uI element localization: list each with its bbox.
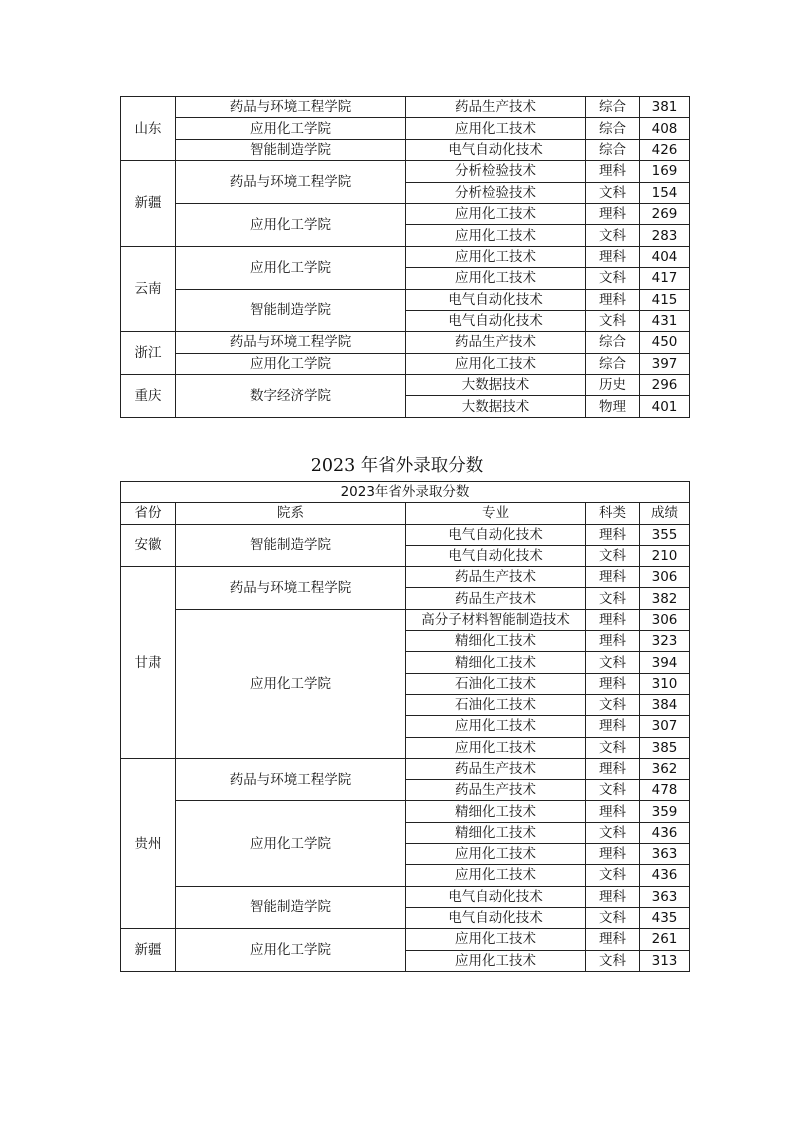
- major-cell: 应用化工技术: [406, 353, 586, 374]
- college-cell: 应用化工学院: [176, 929, 406, 972]
- table-row: [121, 524, 690, 545]
- college-cell: 应用化工学院: [176, 801, 406, 886]
- college-cell: 智能制造学院: [176, 139, 406, 160]
- table-row: [121, 118, 690, 139]
- major-cell: 应用化工技术: [406, 246, 586, 267]
- major-cell: 石油化工技术: [406, 673, 586, 694]
- major-cell: 精细化工技术: [406, 652, 586, 673]
- province-cell: 贵州: [121, 758, 176, 928]
- section-title: 2023 年省外录取分数: [310, 456, 484, 476]
- college-cell: 药品与环境工程学院: [176, 161, 406, 204]
- score-cell: 313: [640, 950, 690, 971]
- subject-cell: 理科: [586, 716, 640, 737]
- college-cell: 应用化工学院: [176, 203, 406, 246]
- subject-cell: 理科: [586, 801, 640, 822]
- table-row: [121, 289, 690, 310]
- subject-cell: 综合: [586, 139, 640, 160]
- admission-table-continued: [120, 96, 690, 418]
- score-cell: 306: [640, 609, 690, 630]
- major-cell: 大数据技术: [406, 396, 586, 417]
- province-cell: 安徽: [121, 524, 176, 567]
- college-cell: 智能制造学院: [176, 289, 406, 332]
- subject-cell: 理科: [586, 246, 640, 267]
- score-cell: 385: [640, 737, 690, 758]
- subject-cell: 文科: [586, 737, 640, 758]
- major-cell: 大数据技术: [406, 375, 586, 396]
- score-cell: 401: [640, 396, 690, 417]
- subject-cell: 理科: [586, 631, 640, 652]
- subject-cell: 综合: [586, 118, 640, 139]
- header-college: 院系: [176, 503, 406, 524]
- major-cell: 应用化工技术: [406, 203, 586, 224]
- score-cell: 397: [640, 353, 690, 374]
- subject-cell: 文科: [586, 182, 640, 203]
- major-cell: 药品生产技术: [406, 567, 586, 588]
- major-cell: 电气自动化技术: [406, 310, 586, 331]
- table-row: [121, 758, 690, 779]
- major-cell: 电气自动化技术: [406, 289, 586, 310]
- major-cell: 电气自动化技术: [406, 524, 586, 545]
- score-cell: 323: [640, 631, 690, 652]
- subject-cell: 理科: [586, 609, 640, 630]
- subject-cell: 物理: [586, 396, 640, 417]
- score-cell: 363: [640, 886, 690, 907]
- table-row: [121, 375, 690, 396]
- college-cell: 智能制造学院: [176, 886, 406, 929]
- college-cell: 数字经济学院: [176, 375, 406, 418]
- subject-cell: 文科: [586, 268, 640, 289]
- college-cell: 应用化工学院: [176, 353, 406, 374]
- major-cell: 药品生产技术: [406, 758, 586, 779]
- subject-cell: 文科: [586, 822, 640, 843]
- subject-cell: 理科: [586, 289, 640, 310]
- table-caption-row: [121, 482, 690, 503]
- subject-cell: 理科: [586, 203, 640, 224]
- table-row: [121, 609, 690, 630]
- score-cell: 306: [640, 567, 690, 588]
- score-cell: 362: [640, 758, 690, 779]
- score-cell: 269: [640, 203, 690, 224]
- score-cell: 404: [640, 246, 690, 267]
- subject-cell: 文科: [586, 694, 640, 715]
- header-subject: 科类: [586, 503, 640, 524]
- header-province: 省份: [121, 503, 176, 524]
- table-row: [121, 353, 690, 374]
- table-row: [121, 567, 690, 588]
- score-cell: 359: [640, 801, 690, 822]
- score-cell: 381: [640, 97, 690, 118]
- table-row: [121, 203, 690, 224]
- subject-cell: 理科: [586, 844, 640, 865]
- score-cell: 154: [640, 182, 690, 203]
- major-cell: 药品生产技术: [406, 588, 586, 609]
- major-cell: 应用化工技术: [406, 929, 586, 950]
- province-cell: 云南: [121, 246, 176, 332]
- major-cell: 药品生产技术: [406, 332, 586, 353]
- score-cell: 355: [640, 524, 690, 545]
- score-cell: 363: [640, 844, 690, 865]
- subject-cell: 理科: [586, 161, 640, 182]
- subject-cell: 文科: [586, 225, 640, 246]
- subject-cell: 文科: [586, 545, 640, 566]
- score-cell: 384: [640, 694, 690, 715]
- admission-table-body: [121, 482, 690, 972]
- major-cell: 精细化工技术: [406, 801, 586, 822]
- subject-cell: 文科: [586, 907, 640, 928]
- major-cell: 药品生产技术: [406, 97, 586, 118]
- subject-cell: 综合: [586, 97, 640, 118]
- province-cell: 浙江: [121, 332, 176, 375]
- major-cell: 精细化工技术: [406, 631, 586, 652]
- score-cell: 435: [640, 907, 690, 928]
- subject-cell: 理科: [586, 673, 640, 694]
- score-cell: 210: [640, 545, 690, 566]
- major-cell: 分析检验技术: [406, 182, 586, 203]
- subject-cell: 理科: [586, 524, 640, 545]
- score-cell: 296: [640, 375, 690, 396]
- score-cell: 310: [640, 673, 690, 694]
- score-cell: 408: [640, 118, 690, 139]
- major-cell: 石油化工技术: [406, 694, 586, 715]
- major-cell: 电气自动化技术: [406, 907, 586, 928]
- major-cell: 高分子材料智能制造技术: [406, 609, 586, 630]
- major-cell: 分析检验技术: [406, 161, 586, 182]
- college-cell: 药品与环境工程学院: [176, 332, 406, 353]
- score-cell: 307: [640, 716, 690, 737]
- table-row: [121, 332, 690, 353]
- table-row: [121, 161, 690, 182]
- table-row: [121, 246, 690, 267]
- admission-table-body: [121, 97, 690, 418]
- major-cell: 应用化工技术: [406, 716, 586, 737]
- score-cell: 450: [640, 332, 690, 353]
- admission-table-2023: [120, 481, 690, 972]
- major-cell: 应用化工技术: [406, 865, 586, 886]
- major-cell: 应用化工技术: [406, 268, 586, 289]
- college-cell: 应用化工学院: [176, 246, 406, 289]
- subject-cell: 理科: [586, 567, 640, 588]
- score-cell: 169: [640, 161, 690, 182]
- subject-cell: 综合: [586, 353, 640, 374]
- college-cell: 药品与环境工程学院: [176, 758, 406, 801]
- subject-cell: 理科: [586, 758, 640, 779]
- subject-cell: 文科: [586, 780, 640, 801]
- score-cell: 415: [640, 289, 690, 310]
- college-cell: 药品与环境工程学院: [176, 97, 406, 118]
- table-header-row: [121, 503, 690, 524]
- header-score: 成绩: [640, 503, 690, 524]
- score-cell: 478: [640, 780, 690, 801]
- province-cell: 新疆: [121, 929, 176, 972]
- province-cell: 新疆: [121, 161, 176, 247]
- subject-cell: 历史: [586, 375, 640, 396]
- score-cell: 436: [640, 822, 690, 843]
- score-cell: 382: [640, 588, 690, 609]
- major-cell: 电气自动化技术: [406, 545, 586, 566]
- table-row: [121, 886, 690, 907]
- score-cell: 436: [640, 865, 690, 886]
- major-cell: 电气自动化技术: [406, 886, 586, 907]
- score-cell: 431: [640, 310, 690, 331]
- table-row: [121, 97, 690, 118]
- subject-cell: 文科: [586, 652, 640, 673]
- college-cell: 智能制造学院: [176, 524, 406, 567]
- major-cell: 电气自动化技术: [406, 139, 586, 160]
- table-row: [121, 929, 690, 950]
- subject-cell: 文科: [586, 950, 640, 971]
- province-cell: 甘肃: [121, 567, 176, 759]
- score-cell: 261: [640, 929, 690, 950]
- subject-cell: 综合: [586, 332, 640, 353]
- major-cell: 应用化工技术: [406, 844, 586, 865]
- major-cell: 应用化工技术: [406, 737, 586, 758]
- score-cell: 426: [640, 139, 690, 160]
- major-cell: 药品生产技术: [406, 780, 586, 801]
- college-cell: 应用化工学院: [176, 118, 406, 139]
- subject-cell: 理科: [586, 929, 640, 950]
- province-cell: 重庆: [121, 375, 176, 418]
- table-row: [121, 801, 690, 822]
- subject-cell: 文科: [586, 865, 640, 886]
- score-cell: 283: [640, 225, 690, 246]
- major-cell: 应用化工技术: [406, 225, 586, 246]
- subject-cell: 理科: [586, 886, 640, 907]
- table-row: [121, 139, 690, 160]
- college-cell: 应用化工学院: [176, 609, 406, 758]
- table-caption: 2023年省外录取分数: [121, 482, 690, 503]
- score-cell: 417: [640, 268, 690, 289]
- header-major: 专业: [406, 503, 586, 524]
- subject-cell: 文科: [586, 310, 640, 331]
- major-cell: 精细化工技术: [406, 822, 586, 843]
- province-cell: 山东: [121, 97, 176, 161]
- subject-cell: 文科: [586, 588, 640, 609]
- major-cell: 应用化工技术: [406, 118, 586, 139]
- college-cell: 药品与环境工程学院: [176, 567, 406, 610]
- score-cell: 394: [640, 652, 690, 673]
- major-cell: 应用化工技术: [406, 950, 586, 971]
